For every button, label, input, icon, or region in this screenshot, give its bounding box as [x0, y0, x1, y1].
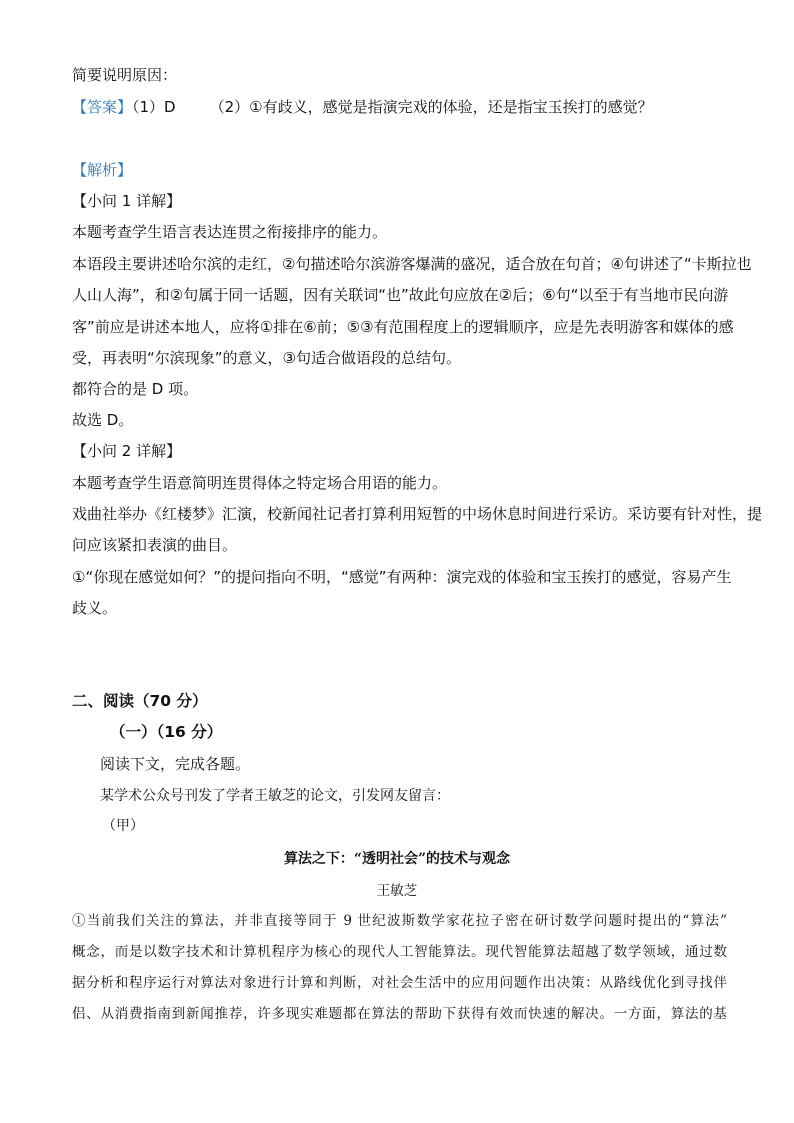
- sub-title: （一）（16 分）: [110, 723, 223, 741]
- q2-line: ①“你现在感觉如何？”的提问指向不明，“感觉”有两种：演完戏的体验和宝玉挨打的感觉，容易产生: [72, 568, 732, 586]
- answer-2: （2）①有歧义，感觉是指演完戏的体验，还是指宝玉挨打的感觉？: [209, 98, 653, 116]
- q2-line: 问应该紧扣表演的曲目。: [72, 536, 238, 554]
- article-title: 算法之下：“透明社会”的技术与观念: [283, 851, 511, 867]
- answer-label: 【答案】: [72, 98, 133, 116]
- article-paragraph-1: [72, 906, 727, 1030]
- paragraph-line: ①当前我们关注的算法，并非直接等同于 9 世纪波斯数学家花拉子密在研讨数学问题时提出的“算法”: [72, 913, 727, 929]
- q1-line: 客”前应是讲述本地人，应将①排在⑥前；⑤③有范围程度上的逻辑顺序，应是先表明游客和媒体的感: [72, 318, 734, 336]
- answer-lead: 简要说明原因：: [72, 66, 178, 84]
- q1-line: 受，再表明“尔滨现象”的意义，③句适合做语段的总结句。: [72, 349, 461, 367]
- q1-line: 本语段主要讲述哈尔滨的走红，②句描述哈尔滨游客爆满的盛况，适合放在句首；④句讲述了“卡斯拉也: [72, 255, 752, 273]
- q1-line: 人山人海”，和②句属于同一话题，因有关联词“也”故此句应放在②后；⑥句“以至于有当地市民向游: [72, 286, 729, 304]
- paragraph-line: 概念，而是以数字技术和计算机程序为核心的现代人工智能算法。现代智能算法超越了数学领域，通过数: [72, 944, 727, 960]
- analysis-label: 【解析】: [72, 161, 133, 179]
- answer-1: （1）D: [132, 98, 176, 116]
- instruction: 阅读下文，完成各题。: [100, 755, 251, 773]
- q1-title: 【小问 1 详解】: [72, 192, 182, 210]
- q2-title: 【小问 2 详解】: [72, 442, 182, 460]
- intro: 某学术公众号刊发了学者王敏芝的论文，引发网友留言：: [100, 788, 450, 804]
- article-author: 王敏芝: [376, 883, 418, 899]
- q1-line: 都符合的是 D 项。: [72, 380, 199, 398]
- paragraph-line: 侣、从消费指南到新闻推荐，许多现实难题都在算法的帮助下获得有效而快速的解决。一方面，算法的基: [72, 1006, 727, 1022]
- part-label: （甲）: [102, 818, 144, 834]
- q1-line: 本题考查学生语言表达连贯之衔接排序的能力。: [72, 223, 388, 241]
- answer-line: [72, 96, 653, 118]
- paragraph-line: 据分析和程序运行对算法对象进行计算和判断，对社会生活中的应用问题作出决策：从路线优化到寻找伴: [72, 975, 727, 991]
- q1-line: 故选 D。: [72, 411, 134, 429]
- q2-line: 歧义。: [72, 599, 118, 617]
- q2-line: 本题考查学生语意简明连贯得体之特定场合用语的能力。: [72, 474, 448, 492]
- q2-line: 戏曲社举办《红楼梦》汇演，校新闻社记者打算利用短暂的中场休息时间进行采访。采访要有针对性，提: [72, 505, 763, 523]
- section-title: 二、阅读（70 分）: [72, 692, 208, 710]
